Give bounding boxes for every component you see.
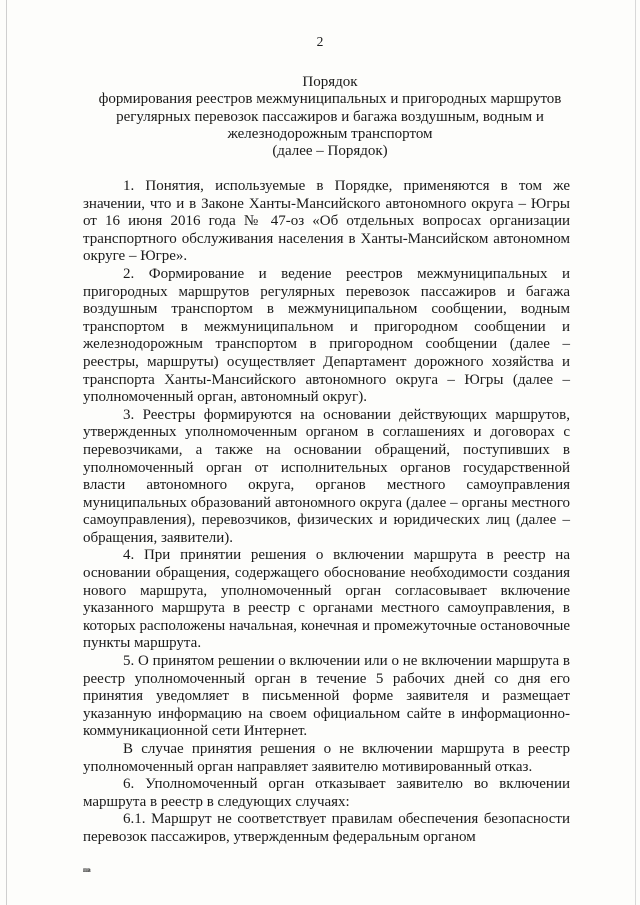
title-line: формирования реестров межмуниципальных и пригородных маршрутов xyxy=(98,91,562,108)
paragraph-1: 1. Понятия, используемые в Порядке, применяются в том же значении, что и в Законе Ханты-Мансийского автономного округа – Югры от 16 июня 2016 года № 47-оз «Об отдельных вопросах организации транспортного обслуживания населения в Ханты-Мансийском автономном округе – Югре». xyxy=(83,178,570,265)
document-title xyxy=(60,74,600,160)
title-line: (далее – Порядок) xyxy=(272,143,388,160)
paragraph-5: 5. О принятом решении о включении или о не включении маршрута в реестр уполномоченный орган в течение 5 рабочих дней со дня его принятия уведомляет в письменной форме заявителя и размещает указанную информацию на своем официальном сайте в информационно-коммуникационной сети Интернет. xyxy=(83,653,570,740)
scan-edge-left xyxy=(6,0,7,905)
paragraph-6-1: 6.1. Маршрут не соответствует правилам обеспечения безопасности перевозок пассажиров, утвержденным федеральным органом xyxy=(83,811,570,845)
title-line: железнодорожным транспортом xyxy=(227,125,433,142)
document-body xyxy=(83,178,570,847)
title-line: регулярных перевозок пассажиров и багажа воздушным, водным и xyxy=(116,108,544,125)
paragraph-4: 4. При принятии решения о включении маршрута в реестр на основании обращения, содержащего обоснование необходимости создания нового маршрута, уполномоченный орган согласовывает включение указанного маршрута в реестр с органами местного самоуправления, в которых расположены начальная, конечная и промежуточные остановочные пункты маршрута. xyxy=(83,547,570,652)
scan-edge-right xyxy=(635,0,636,905)
paragraph-2: 2. Формирование и ведение реестров межмуниципальных и пригородных маршрутов регулярных перевозок пассажиров и багажа воздушным транспортом в межмуниципальном сообщении, водным транспортом в межмуниципальном и пригородном сообщении и железнодорожным транспортом в пригородном сообщении (далее – реестры, маршруты) осуществляет Департамент дорожного хозяйства и транспорта Ханты-Мансийского автономного округа – Югры (далее – уполномоченный орган, автономный округ). xyxy=(83,265,570,406)
title-line: Порядок xyxy=(302,74,358,90)
paragraph-6: 6. Уполномоченный орган отказывает заявителю во включении маршрута в реестр в следующих случаях: xyxy=(83,776,570,810)
footer-initials: пв xyxy=(83,866,91,874)
paragraph-3: 3. Реестры формируются на основании действующих маршрутов, утвержденных уполномоченным органом в соглашениях и договорах с перевозчиками, а также на основании обращений, поступивших в уполномоченный орган от исполнительных органов государственной власти автономного округа, органов местного самоуправления муниципальных образований автономного округа (далее – органы местного самоуправления), перевозчиков, физических и юридических лиц (далее – обращения, заявители). xyxy=(83,406,570,546)
paragraph-5-continued: В случае принятия решения о не включении маршрута в реестр уполномоченный орган направляет заявителю мотивированный отказ. xyxy=(83,741,570,775)
page-number: 2 xyxy=(316,34,324,49)
